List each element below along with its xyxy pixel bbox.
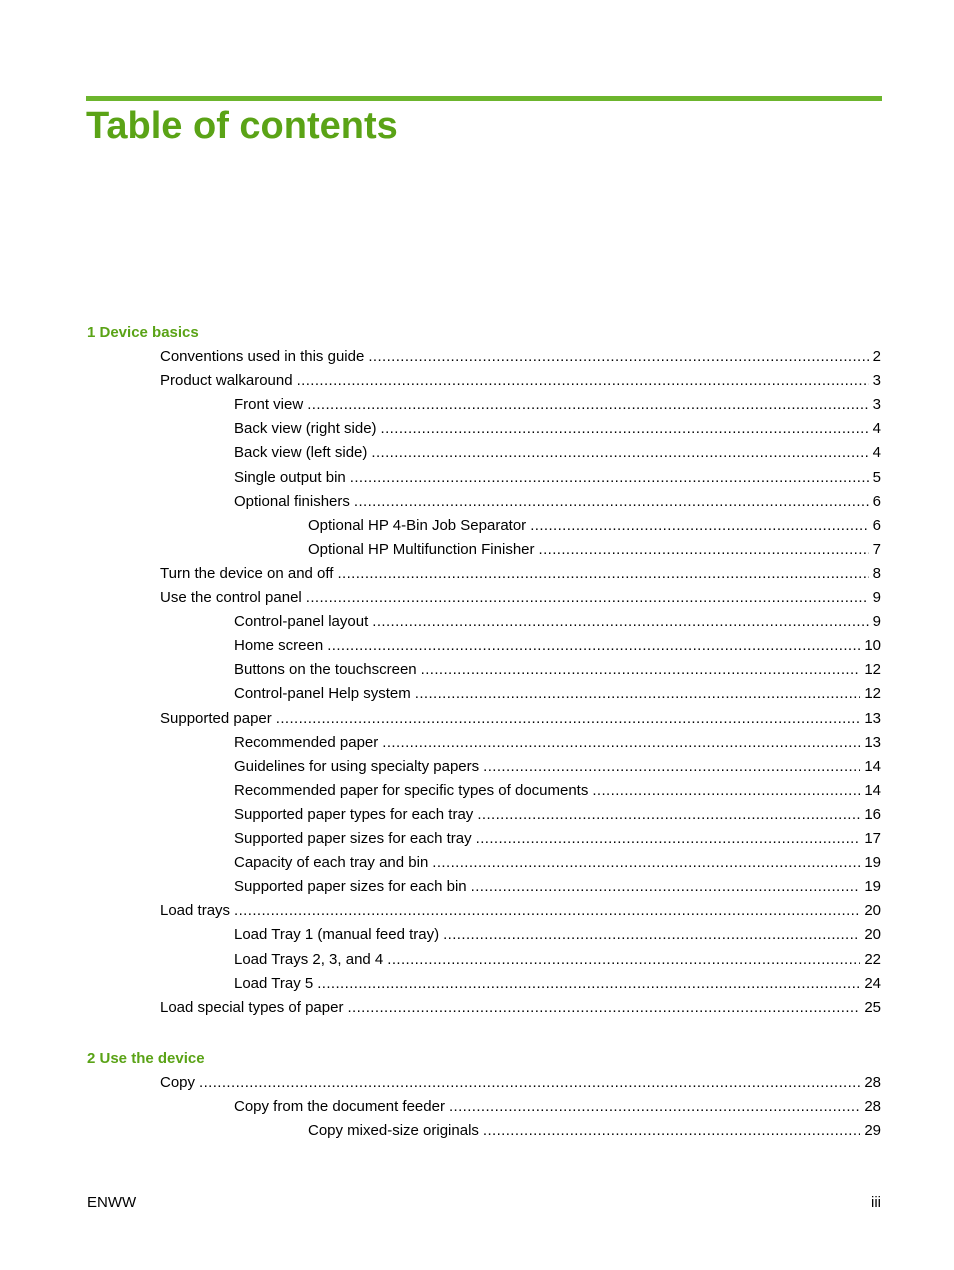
toc-entry[interactable]: [234, 443, 881, 463]
toc-entry[interactable]: [234, 660, 881, 680]
toc-entry[interactable]: [160, 588, 881, 608]
dot-leader: [327, 636, 860, 656]
chapter-heading[interactable]: 1 Device basics: [87, 324, 199, 341]
dot-leader: [530, 516, 868, 536]
toc-entry[interactable]: [234, 757, 881, 777]
toc-entry-page: 19: [864, 878, 881, 896]
toc-entry-label: Copy from the document feeder: [234, 1098, 445, 1116]
dot-leader: [368, 347, 868, 367]
toc-entry-label: Guidelines for using specialty papers: [234, 757, 480, 775]
toc-entry-page: 6: [872, 492, 881, 510]
toc-entry-label: Optional HP Multifunction Finisher: [308, 540, 535, 558]
toc-entry-label: Recommended paper: [234, 733, 379, 751]
toc-entry-label: Home screen: [234, 637, 324, 655]
toc-entry[interactable]: [160, 347, 881, 367]
toc-entry-page: 3: [872, 372, 881, 390]
toc-entry[interactable]: [234, 950, 881, 970]
toc-entry-label: Back view (right side): [234, 420, 377, 438]
toc-entry[interactable]: [308, 516, 881, 536]
toc-entry-page: 20: [864, 926, 881, 944]
dot-leader: [449, 1097, 860, 1117]
toc-entry[interactable]: [160, 564, 881, 584]
toc-entry-label: Supported paper sizes for each tray: [234, 830, 472, 847]
toc-entry-page: 5: [872, 468, 881, 486]
footer-page-number: iii: [871, 1194, 881, 1211]
toc-entry[interactable]: [160, 998, 881, 1018]
toc-entry-label: Control-panel layout: [234, 613, 369, 631]
toc-entry-label: Conventions used in this guide: [160, 348, 365, 365]
title-rule: [86, 96, 882, 101]
toc-entry-page: 17: [864, 830, 881, 847]
toc-entry-page: 7: [872, 540, 881, 558]
chapter-heading[interactable]: 2 Use the device: [87, 1050, 205, 1067]
toc-entry-label: Control-panel Help system: [234, 685, 411, 703]
dot-leader: [443, 925, 860, 945]
toc-entry[interactable]: [234, 395, 881, 415]
toc-entry-label: Load Tray 5: [234, 974, 314, 992]
toc-entry-label: Optional finishers: [234, 492, 350, 510]
toc-entry[interactable]: [234, 733, 881, 753]
toc-entry-page: 14: [864, 757, 881, 775]
dot-leader: [306, 588, 869, 608]
dot-leader: [382, 733, 860, 753]
dot-leader: [415, 684, 861, 704]
dot-leader: [337, 564, 868, 584]
toc-entry-page: 4: [872, 420, 881, 438]
toc-entry-label: Single output bin: [234, 468, 346, 486]
dot-leader: [317, 974, 860, 994]
toc-entry-page: 28: [864, 1074, 881, 1091]
toc-entry-label: Turn the device on and off: [160, 564, 334, 582]
toc-entry-label: Recommended paper for specific types of documents: [234, 781, 589, 799]
toc-entry-page: 10: [864, 637, 881, 655]
toc-entry-label: Copy: [160, 1074, 196, 1091]
dot-leader: [350, 468, 869, 488]
toc-entry[interactable]: [308, 540, 881, 560]
dot-leader: [539, 540, 869, 560]
toc-entry[interactable]: [234, 974, 881, 994]
dot-leader: [387, 950, 860, 970]
toc-entry-label: Optional HP 4-Bin Job Separator: [308, 516, 527, 534]
toc-entry-page: 12: [864, 685, 881, 703]
toc-entry-label: Load trays: [160, 902, 231, 920]
page-title: Table of contents: [86, 105, 398, 147]
toc-entry[interactable]: [234, 684, 881, 704]
toc-entry-label: Buttons on the touchscreen: [234, 661, 417, 679]
toc-entry-page: 3: [872, 396, 881, 414]
dot-leader: [297, 371, 869, 391]
toc-entry-page: 6: [872, 516, 881, 534]
toc-entry-page: 16: [864, 805, 881, 823]
toc-entry-page: 19: [864, 854, 881, 872]
dot-leader: [199, 1073, 860, 1093]
toc-entry[interactable]: [234, 636, 881, 656]
toc-entry[interactable]: [160, 371, 881, 391]
toc-entry-page: 13: [864, 709, 881, 727]
toc-entry[interactable]: [234, 925, 881, 945]
toc-entry-page: 24: [864, 974, 881, 992]
toc-entry-label: Load Trays 2, 3, and 4: [234, 950, 384, 968]
dot-leader: [483, 757, 860, 777]
toc-entry[interactable]: [234, 829, 881, 849]
toc-entry-page: 25: [864, 998, 881, 1016]
toc-entry[interactable]: [234, 1097, 881, 1117]
dot-leader: [347, 998, 860, 1018]
dot-leader: [354, 492, 869, 512]
toc-entry-page: 8: [872, 564, 881, 582]
toc-entry[interactable]: [234, 468, 881, 488]
toc-entry-page: 2: [872, 348, 881, 365]
dot-leader: [432, 853, 860, 873]
toc-entry[interactable]: [160, 901, 881, 921]
toc-entry-page: 29: [864, 1122, 881, 1140]
toc-entry-label: Supported paper: [160, 709, 272, 727]
toc-entry-page: 22: [864, 950, 881, 968]
toc-entry-label: Use the control panel: [160, 589, 302, 606]
toc-entry-page: 14: [864, 781, 881, 799]
toc-entry-label: Front view: [234, 396, 304, 414]
toc-entry-page: 12: [864, 661, 881, 679]
toc-entry-label: Load special types of paper: [160, 998, 344, 1016]
toc-entry-label: Capacity of each tray and bin: [234, 854, 429, 872]
toc-entry-page: 4: [872, 444, 881, 462]
dot-leader: [592, 781, 860, 801]
dot-leader: [307, 395, 868, 415]
dot-leader: [476, 829, 861, 849]
toc-entry-page: 9: [872, 613, 881, 631]
toc-entry[interactable]: [234, 419, 881, 439]
dot-leader: [371, 443, 868, 463]
toc-entry-page: 13: [864, 733, 881, 751]
toc-entry-page: 9: [872, 589, 881, 606]
toc-entry[interactable]: [234, 877, 881, 897]
toc-entry[interactable]: [160, 1073, 881, 1093]
toc-entry[interactable]: [234, 853, 881, 873]
toc-entry[interactable]: [234, 492, 881, 512]
toc-entry[interactable]: [308, 1121, 881, 1141]
toc-entry-label: Load Tray 1 (manual feed tray): [234, 926, 440, 944]
toc-entry[interactable]: [234, 805, 881, 825]
dot-leader: [381, 419, 869, 439]
toc-entry[interactable]: [234, 781, 881, 801]
dot-leader: [471, 877, 861, 897]
toc-entry[interactable]: [160, 709, 881, 729]
footer-left-label: ENWW: [87, 1194, 137, 1211]
toc-entry-page: 20: [864, 902, 881, 920]
toc-entry-label: Supported paper sizes for each bin: [234, 878, 467, 896]
toc-entry[interactable]: [234, 612, 881, 632]
dot-leader: [421, 660, 861, 680]
dot-leader: [372, 612, 868, 632]
dot-leader: [234, 901, 860, 921]
toc-entry-page: 28: [864, 1098, 881, 1116]
toc-entry-label: Supported paper types for each tray: [234, 805, 474, 823]
toc-entry-label: Copy mixed-size originals: [308, 1122, 479, 1140]
dot-leader: [483, 1121, 860, 1141]
dot-leader: [276, 709, 861, 729]
toc-entry-label: Back view (left side): [234, 444, 368, 462]
dot-leader: [477, 805, 860, 825]
toc-entry-label: Product walkaround: [160, 372, 293, 390]
